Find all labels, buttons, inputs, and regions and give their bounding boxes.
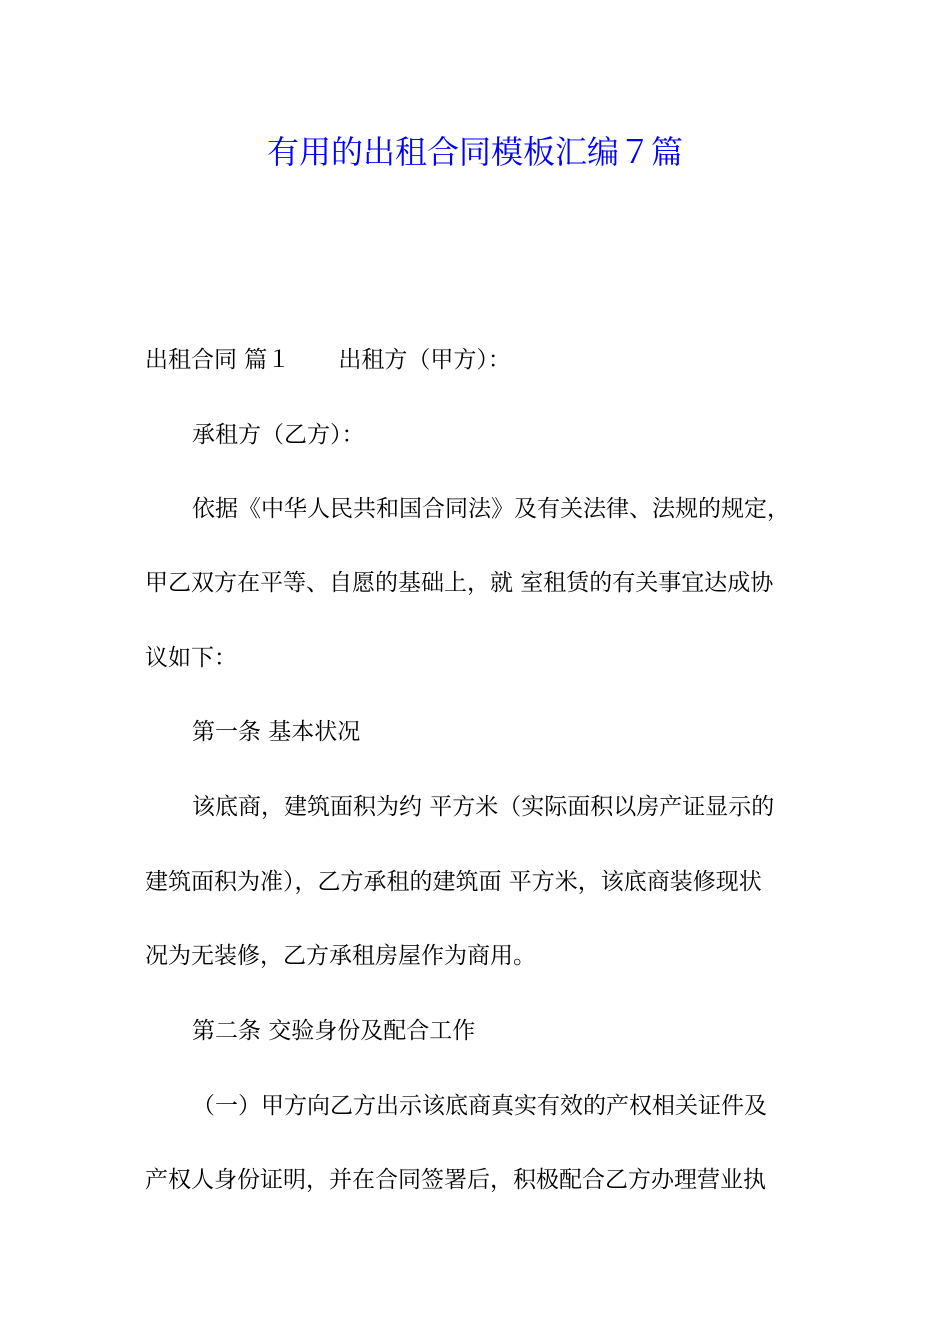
paragraph-line-7: 该底商，建筑面积为约 平方米（实际面积以房产证显示的: [192, 794, 775, 820]
paragraph-line-5: 议如下：: [145, 645, 237, 671]
lessor-label: 出租方（甲方）：: [338, 347, 511, 373]
paragraph-line-9: 况为无装修，乙方承租房屋作为商用。: [145, 943, 536, 969]
lessee-label: 承租方（乙方）：: [192, 422, 365, 448]
document-title: 有用的出租合同模板汇编７篇: [266, 133, 683, 171]
article-2-heading: 第二条 交验身份及配合工作: [192, 1018, 476, 1044]
contract-heading: 出租合同 篇１: [145, 347, 291, 373]
paragraph-line-4: 甲乙双方在平等、自愿的基础上，就 室租赁的有关事宜达成协: [145, 570, 774, 596]
paragraph-line-3: 依据《中华人民共和国合同法》及有关法律、法规的规定，: [192, 496, 790, 522]
paragraph-line-1: [145, 344, 511, 376]
paragraph-line-8: 建筑面积为准），乙方承租的建筑面 平方米，该底商装修现状: [145, 869, 762, 895]
paragraph-line-11: （一）甲方向乙方出示该底商真实有效的产权相关证件及: [192, 1093, 767, 1119]
article-1-heading: 第一条 基本状况: [192, 719, 361, 745]
paragraph-line-12: 产权人身份证明，并在合同签署后，积极配合乙方办理营业执: [145, 1167, 766, 1193]
